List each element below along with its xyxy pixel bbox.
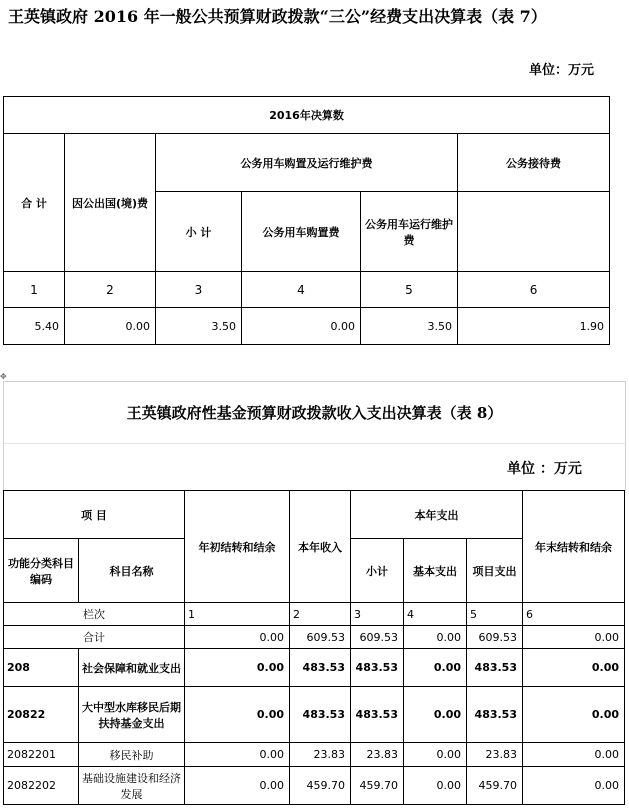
value-cell: 483.53 [290,649,351,687]
header-item: 项 目 [4,491,185,539]
value-cell: 23.83 [290,743,351,767]
index-cell: 2 [65,272,156,308]
table-row [4,743,625,767]
subject-name-cell: 移民补助 [79,743,185,767]
table7-unit: 单位：万元 [529,63,595,78]
header-project: 项目支出 [467,539,523,603]
value-cell: 0.00 [185,649,290,687]
index-cell: 3 [351,603,404,626]
header-vehicle-group: 公务用车购置及运行维护费 [156,134,458,192]
header-end-balance: 年末结转和结余 [523,491,625,603]
table7-title: 王英镇政府 2016 年一般公共预算财政拨款“三公”经费支出决算表（表 7） [8,7,547,26]
value-cell: 0.00 [404,649,467,687]
index-cell: 2 [290,603,351,626]
index-cell: 6 [523,603,625,626]
value-cell: 0.00 [404,767,467,805]
value-cell: 0.00 [242,308,361,345]
value-cell: 0.00 [404,743,467,767]
subject-name-cell: 基础设施建设和经济发展 [79,767,185,805]
header-total: 合 计 [4,134,65,272]
table8-unit: 单位 ：万元 [507,461,582,477]
value-cell: 483.53 [467,649,523,687]
table7 [3,96,610,345]
index-cell: 4 [242,272,361,308]
table-row [4,603,625,626]
header-income: 本年收入 [290,491,351,603]
value-cell: 0.00 [185,767,290,805]
index-cell: 1 [185,603,290,626]
value-cell: 483.53 [351,649,404,687]
value-cell: 23.83 [467,743,523,767]
value-cell: 609.53 [351,626,404,649]
header-expense: 本年支出 [351,491,523,539]
value-cell: 483.53 [290,687,351,743]
value-cell: 0.00 [523,649,625,687]
func-code-cell: 208 [4,649,79,687]
value-cell: 609.53 [467,626,523,649]
value-cell: 0.00 [523,687,625,743]
value-cell: 0.00 [65,308,156,345]
header-vehicle-purchase: 公务用车购置费 [242,192,361,272]
value-cell: 0.00 [523,767,625,805]
value-cell: 0.00 [185,743,290,767]
index-cell: 5 [361,272,458,308]
index-cell: 1 [4,272,65,308]
func-code-cell: 2082202 [4,767,79,805]
header-2016-final: 2016年决算数 [4,97,610,134]
total-label: 合计 [4,626,185,649]
table-row [4,649,625,687]
header-reception: 公务接待费 [458,134,610,192]
table-row [4,767,625,805]
value-cell: 483.53 [351,687,404,743]
value-cell: 483.53 [467,687,523,743]
value-cell: 0.00 [523,626,625,649]
table8 [3,490,625,805]
table8-unit-box [3,443,626,491]
value-cell: 3.50 [361,308,458,345]
header-subtotal: 小 计 [156,192,242,272]
value-cell: 3.50 [156,308,242,345]
header-subtotal: 小计 [351,539,404,603]
value-cell: 459.70 [290,767,351,805]
value-cell: 0.00 [185,687,290,743]
value-cell: 609.53 [290,626,351,649]
header-reception-blank [458,192,610,272]
value-cell: 5.40 [4,308,65,345]
index-cell: 5 [467,603,523,626]
func-code-cell: 2082201 [4,743,79,767]
table8-title-box [3,381,626,444]
index-cell: 3 [156,272,242,308]
value-cell: 0.00 [404,626,467,649]
anchor-marker: ✥ [0,372,7,381]
subject-name-cell: 大中型水库移民后期扶持基金支出 [79,687,185,743]
value-cell: 459.70 [467,767,523,805]
header-abroad: 因公出国(境)费 [65,134,156,272]
header-vehicle-run: 公务用车运行维护费 [361,192,458,272]
header-basic: 基本支出 [404,539,467,603]
header-func-code: 功能分类科目编码 [4,539,79,603]
func-code-cell: 20822 [4,687,79,743]
header-begin-balance: 年初结转和结余 [185,491,290,603]
header-subject-name: 科目名称 [79,539,185,603]
table8-title: 王英镇政府性基金预算财政拨款收入支出决算表（表 8） [126,404,503,422]
value-cell: 1.90 [458,308,610,345]
value-cell: 0.00 [404,687,467,743]
table-row [4,687,625,743]
subject-name-cell: 社会保障和就业支出 [79,649,185,687]
value-cell: 23.83 [351,743,404,767]
value-cell: 0.00 [185,626,290,649]
index-label: 栏次 [4,603,185,626]
table-row [4,626,625,649]
value-cell: 459.70 [351,767,404,805]
index-cell: 6 [458,272,610,308]
index-cell: 4 [404,603,467,626]
value-cell: 0.00 [523,743,625,767]
